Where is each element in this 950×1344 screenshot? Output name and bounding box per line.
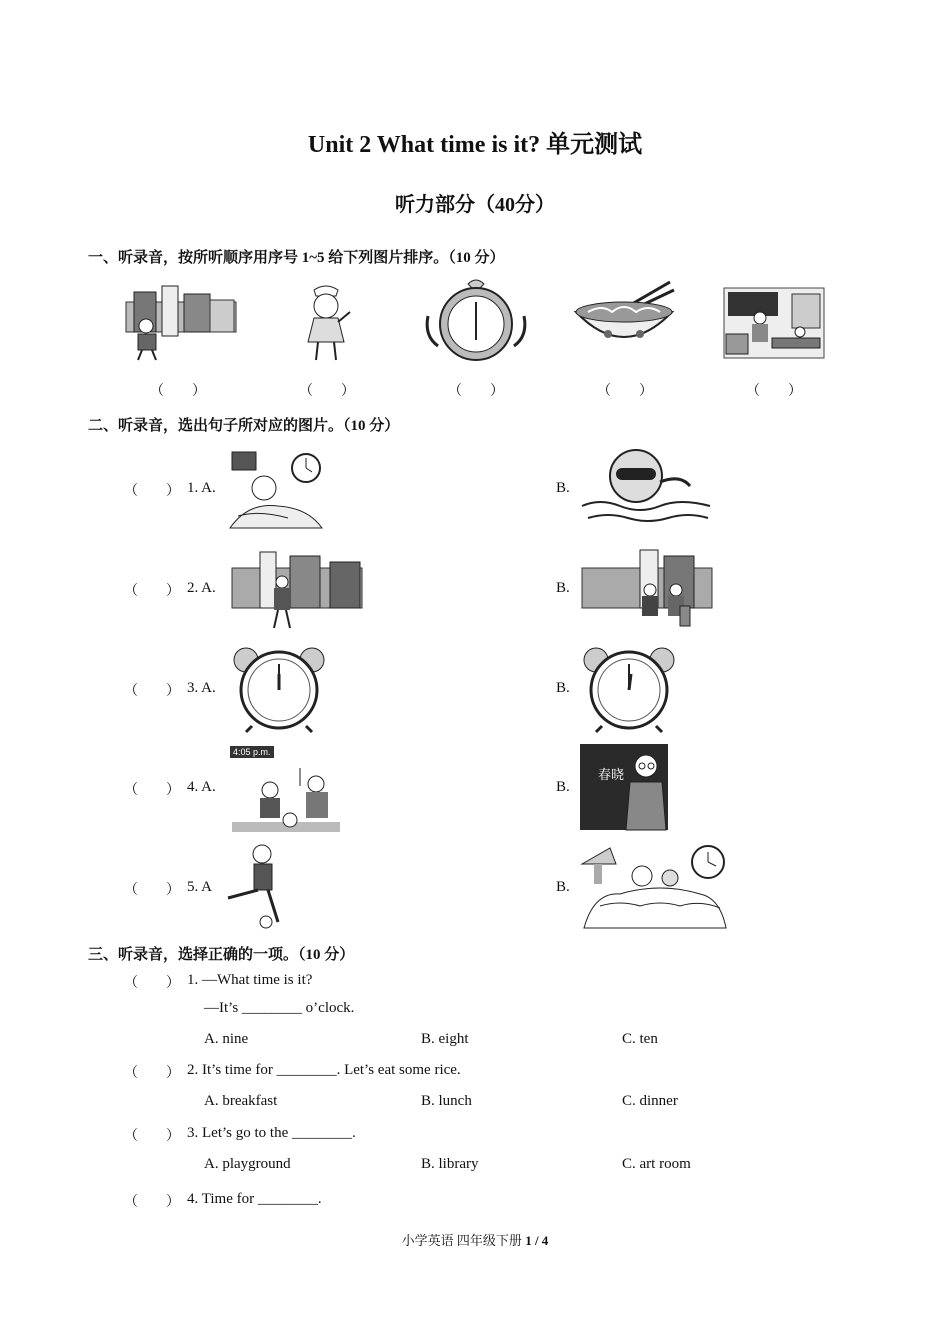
choice-b[interactable]: B. lunch — [421, 1093, 472, 1109]
boy-waking-alarm-icon — [228, 446, 324, 530]
choice-c[interactable]: C. art room — [622, 1156, 691, 1172]
alarm-clock-icon — [232, 646, 326, 732]
option-label: 1. A. — [187, 480, 216, 496]
noodle-bowl-icon — [572, 278, 676, 362]
answer-blank[interactable]: （ ） — [124, 484, 180, 499]
choice-c[interactable]: C. dinner — [622, 1093, 678, 1109]
option-label: B. — [556, 580, 570, 596]
option-label: 3. A. — [187, 680, 216, 696]
answer-blank[interactable]: （ ） — [124, 1195, 180, 1210]
order-blank[interactable]: （ ） — [597, 384, 653, 399]
choice-b[interactable]: B. library — [421, 1156, 479, 1172]
child-sleeping-icon — [580, 842, 730, 928]
answer-blank[interactable]: （ ） — [124, 783, 180, 798]
option-label: B. — [556, 680, 570, 696]
answer-blank[interactable]: （ ） — [124, 976, 180, 991]
swimmer-icon — [580, 446, 714, 530]
answer-blank[interactable]: （ ） — [124, 684, 180, 699]
alarm-clock-icon — [582, 646, 676, 732]
order-blank[interactable]: （ ） — [150, 384, 206, 399]
section3-heading: 三、听录音，选择正确的一项。（10 分） — [88, 947, 355, 963]
listening-part-heading: 听力部分（40分） — [395, 194, 555, 216]
order-blank[interactable]: （ ） — [299, 384, 355, 399]
nurse-girl-icon — [296, 282, 360, 364]
question-text: 2. It’s time for ________. Let’s eat some rice. — [187, 1062, 461, 1078]
school-gate-icon — [124, 284, 238, 362]
alarm-clock-icon — [424, 276, 528, 364]
order-blank[interactable]: （ ） — [746, 384, 802, 399]
page-title: Unit 2 What time is it? 单元测试 — [307, 132, 643, 158]
question-text: 1. —What time is it? — [187, 972, 313, 988]
boy-kicking-ball-icon — [222, 842, 294, 932]
question-text: 4. Time for ________. — [187, 1191, 322, 1207]
page-footer — [0, 1230, 950, 1249]
answer-blank[interactable]: （ ） — [124, 1129, 180, 1144]
page-number: 1 / 4 — [525, 1233, 549, 1248]
footer-text: 小学英语 四年级下册 — [401, 1233, 526, 1248]
classroom-icon — [722, 286, 826, 360]
chalkboard-text: 春晓 — [598, 768, 625, 783]
option-label: B. — [556, 879, 570, 895]
answer-blank[interactable]: （ ） — [124, 584, 180, 599]
teacher-icon — [624, 752, 668, 830]
answer-blank[interactable]: （ ） — [124, 883, 180, 898]
option-label: 4. A. — [187, 779, 216, 795]
section1-heading: 一、听录音，按所听顺序用序号 1~5 给下列图片排序。（10 分） — [88, 250, 505, 266]
time-tag: 4:05 p.m. — [230, 746, 274, 758]
option-label: B. — [556, 480, 570, 496]
answer-blank[interactable]: （ ） — [124, 1066, 180, 1081]
answer-line: —It’s ________ o’clock. — [204, 1000, 355, 1016]
choice-b[interactable]: B. eight — [421, 1031, 469, 1047]
section2-heading: 二、听录音，选出句子所对应的图片。（10 分） — [88, 418, 400, 434]
kids-playing-football-icon — [232, 766, 340, 832]
question-text: 3. Let’s go to the ________. — [187, 1125, 356, 1141]
girl-at-school-gate-icon — [230, 548, 364, 632]
choice-a[interactable]: A. breakfast — [204, 1093, 278, 1109]
kids-leaving-school-icon — [580, 546, 714, 632]
option-label: B. — [556, 779, 570, 795]
choice-a[interactable]: A. playground — [204, 1156, 291, 1172]
choice-c[interactable]: C. ten — [622, 1031, 658, 1047]
option-label: 2. A. — [187, 580, 216, 596]
choice-a[interactable]: A. nine — [204, 1031, 249, 1047]
order-blank[interactable]: （ ） — [448, 384, 504, 399]
option-label: 5. A — [187, 879, 213, 895]
